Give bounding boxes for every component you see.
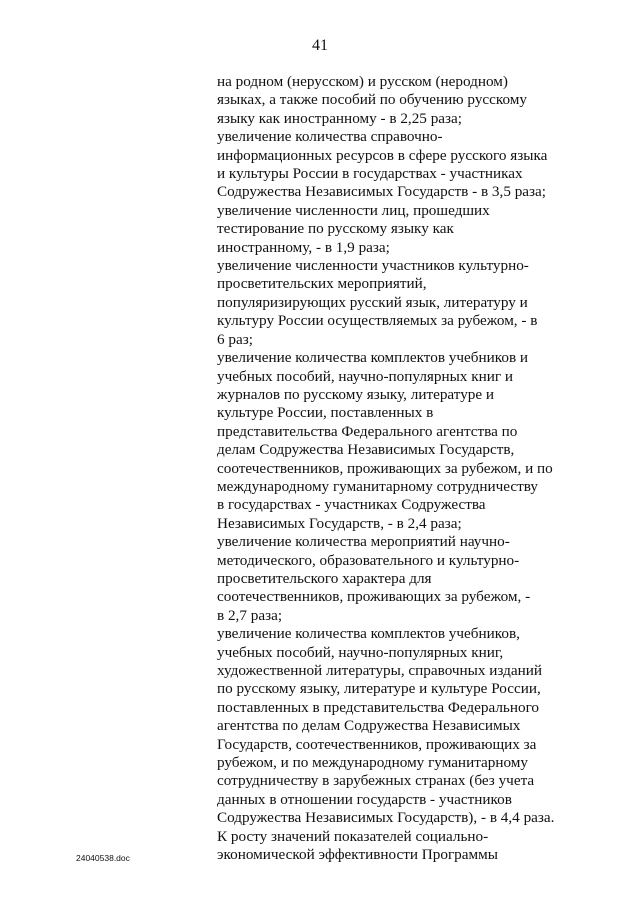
text-line: языках, а также пособий по обучению русскому (217, 91, 528, 109)
text-line: Содружества Независимых Государств - в 3,5 раза; (217, 183, 547, 201)
text-line: журналов по русскому языку, литературе и (217, 385, 495, 403)
text-line: увеличение численности участников культурно- (217, 257, 529, 275)
text-line: увеличение количества комплектов учебников, (217, 625, 520, 643)
text-line: тестирование по русскому языку как (217, 220, 454, 238)
text-line: Государств, соотечественников, проживающих за (217, 735, 537, 753)
text-line: по русскому языку, литературе и культуре России, (217, 680, 541, 698)
footer-filename: 24040538.doc (76, 853, 130, 863)
text-line: соотечественников, проживающих за рубежом, - (217, 588, 531, 606)
text-line: увеличение численности лиц, прошедших (217, 201, 490, 219)
text-line: языку как иностранному - в 2,25 раза; (217, 109, 462, 127)
text-line: на родном (нерусском) и русском (неродном) (217, 73, 508, 90)
text-line: международному гуманитарному сотрудничеству (217, 477, 539, 495)
text-line: поставленных в представительства Федерального (217, 698, 540, 716)
text-line: увеличение количества комплектов учебников и (217, 349, 529, 367)
text-line: 6 раз; (217, 330, 253, 348)
text-line: данных в отношении государств - участников (217, 790, 512, 808)
text-line: культуре России, поставленных в (217, 404, 434, 422)
text-line: рубежом, и по международному гуманитарному (217, 754, 528, 772)
text-line: делам Содружества Независимых Государств, (217, 441, 515, 459)
text-line: Независимых Государств, - в 2,4 раза; (217, 514, 462, 532)
text-line: увеличение количества справочно- (217, 128, 443, 146)
text-line: Содружества Независимых Государств), - в 4,4 раза. (217, 809, 555, 827)
text-line: популяризирующих русский язык, литературу и (217, 293, 528, 311)
text-line: культуру России осуществляемых за рубежом, - в (217, 312, 538, 330)
text-line: сотрудничеству в зарубежных странах (без учета (217, 772, 535, 790)
text-line: в 2,7 раза; (217, 606, 283, 624)
text-line: методического, образовательного и культурно- (217, 551, 520, 569)
text-line: агентства по делам Содружества Независимых (217, 717, 521, 735)
text-line: просветительского характера для (217, 569, 432, 587)
text-line: увеличение количества мероприятий научно- (217, 533, 510, 551)
text-line: информационных ресурсов в сфере русского языка (217, 146, 548, 164)
text-line: просветительских мероприятий, (217, 275, 427, 293)
text-line: художественной литературы, справочных изданий (217, 662, 542, 679)
text-line: учебных пособий, научно-популярных книг и (217, 367, 513, 385)
text-line: и культуры России в государствах - участниках (217, 165, 523, 183)
text-line: экономической эффективности Программы (217, 846, 498, 864)
text-line: в государствах - участниках Содружества (217, 496, 486, 514)
text-line: учебных пособий, научно-популярных книг, (217, 643, 504, 661)
text-line: иностранному, - в 1,9 раза; (217, 238, 390, 256)
text-line: представительства Федерального агентства по (217, 422, 518, 440)
text-line: К росту значений показателей социально- (217, 827, 489, 845)
body-text (217, 73, 557, 864)
text-line: соотечественников, проживающих за рубежом, и по (217, 459, 553, 477)
page-number: 41 (312, 37, 328, 54)
